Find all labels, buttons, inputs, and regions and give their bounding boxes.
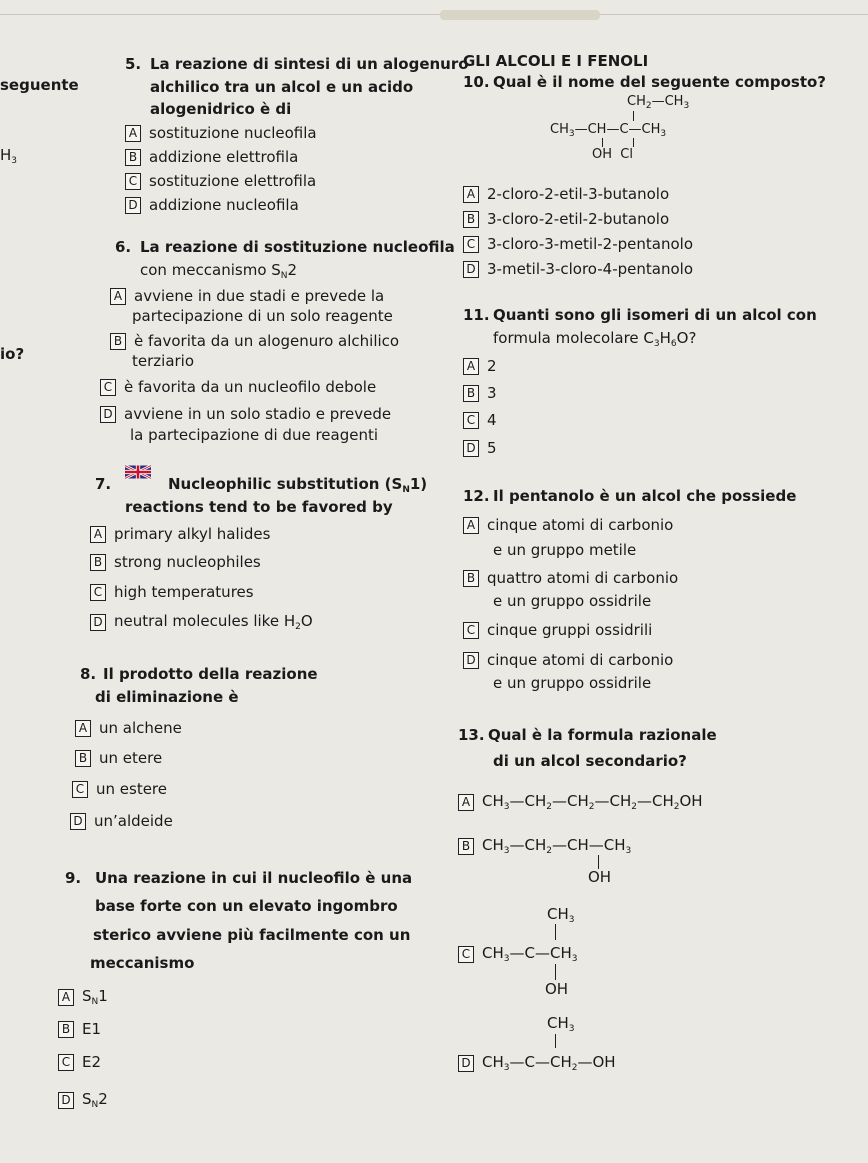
- option-d[interactable]: [100, 405, 391, 423]
- option-letter: C: [463, 622, 479, 639]
- question-text: Il prodotto della reazione: [103, 665, 318, 683]
- option-b[interactable]: [458, 836, 631, 856]
- option-b[interactable]: [463, 569, 678, 587]
- option-d[interactable]: [463, 651, 673, 669]
- option-text: neutral molecules like $H_2O$: [114, 612, 313, 632]
- option-b[interactable]: [110, 332, 399, 350]
- question-text: Il pentanolo è un alcol che possiede: [493, 487, 797, 505]
- option-b[interactable]: [463, 384, 497, 402]
- question-text: di eliminazione è: [95, 688, 239, 706]
- header-bar: [440, 10, 600, 20]
- question-number: 10.: [463, 73, 490, 91]
- option-text: terziario: [132, 352, 195, 370]
- option-formula: $CH_3—C—CH_3$: [482, 944, 578, 964]
- question-number: 12.: [463, 487, 490, 505]
- option-text: sostituzione nucleofila: [149, 124, 317, 142]
- option-c[interactable]: [125, 172, 316, 190]
- option-letter: C: [72, 781, 88, 798]
- option-text: cinque gruppi ossidrili: [487, 621, 653, 639]
- question-text: con meccanismo $S_N2$: [140, 261, 298, 281]
- option-a[interactable]: [458, 792, 703, 812]
- question-text: di un alcol secondario?: [493, 752, 687, 770]
- option-letter: A: [125, 125, 141, 142]
- question-text: sterico avviene più facilmente con un: [93, 926, 411, 944]
- option-a[interactable]: [110, 287, 384, 305]
- option-text: E1: [82, 1020, 102, 1038]
- option-d[interactable]: [125, 196, 299, 214]
- option-c[interactable]: [100, 378, 376, 396]
- option-letter: D: [458, 1055, 474, 1072]
- option-letter: A: [463, 358, 479, 375]
- question-number: 5.: [125, 55, 142, 73]
- option-d[interactable]: [463, 260, 693, 278]
- option-text: e un gruppo ossidrile: [493, 592, 652, 610]
- option-b[interactable]: [463, 210, 669, 228]
- option-letter: B: [58, 1021, 74, 1038]
- bond: [555, 924, 556, 940]
- formula-text: $CH_2—CH_3$: [627, 94, 690, 111]
- option-text: high temperatures: [114, 583, 254, 601]
- option-b[interactable]: [75, 749, 162, 767]
- option-c[interactable]: [72, 780, 167, 798]
- question-number: 6.: [115, 238, 132, 256]
- option-text: avviene in due stadi e prevede la: [134, 287, 385, 305]
- option-b[interactable]: [90, 553, 261, 571]
- option-letter: B: [90, 554, 106, 571]
- option-b[interactable]: [125, 148, 298, 166]
- question-text: alogenidrico è di: [150, 100, 292, 118]
- uk-flag-icon: [125, 463, 151, 481]
- option-letter: A: [58, 989, 74, 1006]
- option-text: 2: [487, 357, 497, 375]
- option-letter: A: [458, 794, 474, 811]
- option-a[interactable]: [58, 987, 108, 1007]
- option-text: quattro atomi di carbonio: [487, 569, 679, 587]
- option-c[interactable]: [58, 1053, 101, 1071]
- option-letter: C: [100, 379, 116, 396]
- option-letter: C: [463, 412, 479, 429]
- question-text: meccanismo: [90, 954, 195, 972]
- option-letter: A: [463, 517, 479, 534]
- question-text: Nucleophilic substitution $(S_N1)$: [168, 475, 428, 495]
- option-d[interactable]: [458, 1053, 616, 1073]
- question-text: base forte con un elevato ingombro: [95, 897, 398, 915]
- question-number: 8.: [80, 665, 97, 683]
- fragment-seguente: seguente: [0, 76, 79, 94]
- fragment-io: io?: [0, 345, 25, 363]
- option-letter: C: [463, 236, 479, 253]
- option-text: è favorita da un nucleofilo debole: [124, 378, 377, 396]
- option-text: 3-cloro-3-metil-2-pentanolo: [487, 235, 693, 253]
- option-c[interactable]: [463, 235, 693, 253]
- top-rule: [0, 14, 868, 15]
- option-text: un estere: [96, 780, 168, 798]
- option-letter: B: [458, 838, 474, 855]
- option-letter: D: [463, 261, 479, 278]
- option-a[interactable]: [463, 185, 669, 203]
- option-text: è favorita da un alogenuro alchilico: [134, 332, 400, 350]
- option-text: e un gruppo ossidrile: [493, 674, 652, 692]
- option-d[interactable]: [463, 439, 497, 457]
- option-letter: A: [90, 526, 106, 543]
- option-text: $S_N2$: [82, 1090, 108, 1110]
- question-number: 9.: [65, 869, 82, 887]
- option-text: 4: [487, 411, 497, 429]
- option-a[interactable]: [463, 357, 497, 375]
- option-letter: D: [90, 614, 106, 631]
- option-c[interactable]: [463, 411, 497, 429]
- option-text: addizione elettrofila: [149, 148, 299, 166]
- option-text: la partecipazione di due reagenti: [130, 426, 379, 444]
- option-text: partecipazione di un solo reagente: [132, 307, 393, 325]
- option-a[interactable]: [125, 124, 317, 142]
- question-number: 13.: [458, 726, 485, 744]
- formula-text: $CH_3$: [547, 905, 575, 925]
- question-text: Quanti sono gli isomeri di un alcol con: [493, 306, 817, 324]
- option-a[interactable]: [75, 719, 182, 737]
- option-letter: C: [125, 173, 141, 190]
- option-letter: C: [458, 946, 474, 963]
- question-text: formula molecolare $C_3H_6O$?: [493, 329, 697, 349]
- option-text: e un gruppo metile: [493, 541, 637, 559]
- option-text: 5: [487, 439, 497, 457]
- option-text: strong nucleophiles: [114, 553, 261, 571]
- option-text: cinque atomi di carbonio: [487, 516, 674, 534]
- formula-text: OH: [545, 980, 569, 998]
- option-a[interactable]: [463, 516, 673, 534]
- option-text: avviene in un solo stadio e prevede: [124, 405, 392, 423]
- option-text: addizione nucleofila: [149, 196, 299, 214]
- option-text: sostituzione elettrofila: [149, 172, 317, 190]
- option-letter: B: [463, 385, 479, 402]
- bond: [633, 111, 634, 121]
- question-text: alchilico tra un alcol e un acido: [150, 78, 414, 96]
- option-d[interactable]: [58, 1090, 108, 1110]
- option-text: E2: [82, 1053, 102, 1071]
- option-letter: D: [125, 197, 141, 214]
- option-c[interactable]: [463, 621, 652, 639]
- bond: [602, 138, 603, 147]
- option-c[interactable]: [90, 583, 254, 601]
- option-text: primary alkyl halides: [114, 525, 271, 543]
- option-letter: B: [125, 149, 141, 166]
- option-text: $S_N1$: [82, 987, 108, 1007]
- formula-text: $CH_3$: [547, 1014, 575, 1034]
- option-letter: B: [463, 211, 479, 228]
- option-letter: D: [58, 1092, 74, 1109]
- option-d[interactable]: [90, 612, 313, 632]
- option-d[interactable]: [70, 812, 173, 830]
- option-c[interactable]: [458, 944, 577, 964]
- option-letter: A: [110, 288, 126, 305]
- option-b[interactable]: [58, 1020, 101, 1038]
- option-text: un’aldeide: [94, 812, 173, 830]
- question-number: 7.: [95, 475, 112, 493]
- option-letter: A: [463, 186, 479, 203]
- question-text: Qual è il nome del seguente composto?: [493, 73, 827, 91]
- formula-text: OH Cl: [592, 147, 633, 162]
- option-letter: C: [90, 584, 106, 601]
- option-text: 3-metil-3-cloro-4-pentanolo: [487, 260, 693, 278]
- option-text: 3-cloro-2-etil-2-butanolo: [487, 210, 670, 228]
- fragment-ch3: $H_3$: [0, 146, 18, 166]
- option-letter: D: [100, 406, 116, 423]
- option-letter: A: [75, 720, 91, 737]
- option-text: 2-cloro-2-etil-3-butanolo: [487, 185, 670, 203]
- option-formula: $CH_3—C—CH_2—OH$: [482, 1053, 616, 1073]
- option-letter: B: [110, 333, 126, 350]
- option-letter: D: [463, 652, 479, 669]
- option-text: un alchene: [99, 719, 182, 737]
- formula-text: $CH_3—CH—C—CH_3$: [550, 122, 667, 139]
- option-letter: D: [70, 813, 86, 830]
- bond: [555, 1034, 556, 1048]
- option-text: cinque atomi di carbonio: [487, 651, 674, 669]
- question-text: Qual è la formula razionale: [488, 726, 717, 744]
- question-text: Una reazione in cui il nucleofilo è una: [95, 869, 413, 887]
- bond: [598, 855, 599, 869]
- option-text: 3: [487, 384, 497, 402]
- bond: [633, 138, 634, 147]
- formula-text: OH: [588, 868, 612, 886]
- section-title: GLI ALCOLI E I FENOLI: [463, 52, 649, 70]
- question-text: La reazione di sostituzione nucleofila: [140, 238, 455, 256]
- question-text: La reazione di sintesi di un alogenuro: [150, 55, 469, 73]
- option-text: un etere: [99, 749, 163, 767]
- question-number: 11.: [463, 306, 490, 324]
- option-letter: B: [75, 750, 91, 767]
- option-letter: D: [463, 440, 479, 457]
- option-a[interactable]: [90, 525, 270, 543]
- option-letter: C: [58, 1054, 74, 1071]
- option-formula: $CH_3—CH_2—CH_2—CH_2—CH_2OH$: [482, 792, 703, 812]
- bond: [555, 964, 556, 980]
- option-letter: B: [463, 570, 479, 587]
- option-formula: $CH_3—CH_2—CH—CH_3$: [482, 836, 632, 856]
- question-text: reactions tend to be favored by: [125, 498, 393, 516]
